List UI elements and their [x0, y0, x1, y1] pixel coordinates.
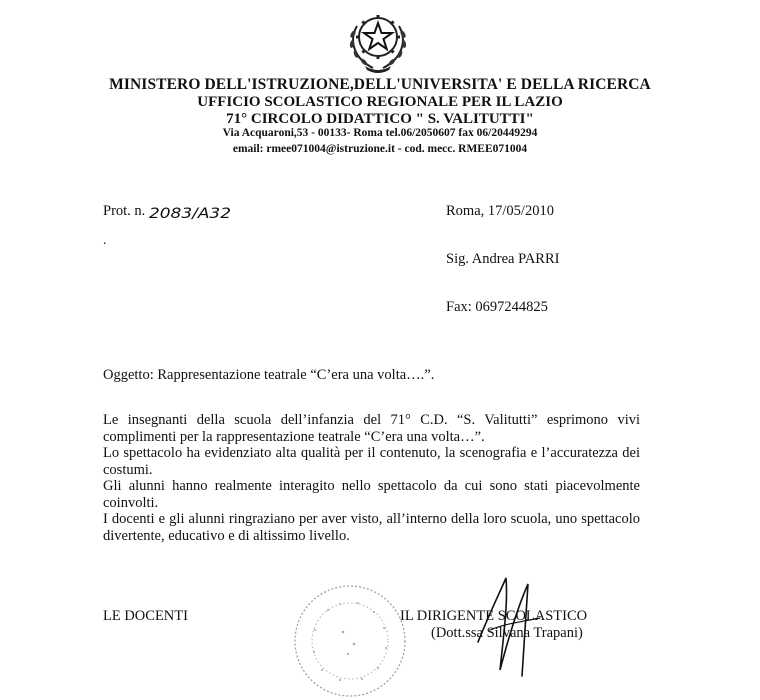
letter-body	[103, 412, 640, 544]
recipient-fax: Fax: 0697244825	[446, 299, 548, 315]
letter-subject: Oggetto: Rappresentazione teatrale “C’era una volta….”.	[103, 367, 435, 383]
stray-mark: .	[103, 233, 107, 248]
regional-office-title: UFFICIO SCOLASTICO REGIONALE PER IL LAZIO	[197, 94, 563, 110]
school-address: Via Acquaroni,53 - 00133- Roma tel.06/2050607 fax 06/20449294	[222, 127, 538, 139]
republic-emblem-icon	[345, 6, 411, 74]
handwritten-signature-icon	[470, 572, 550, 680]
school-name: 71° CIRCOLO DIDATTICO " S. VALITUTTI"	[226, 111, 534, 127]
svg-text:2083/A32: 2083/A32	[149, 206, 232, 222]
letter-date: Roma, 17/05/2010	[446, 203, 554, 219]
principal-name: (Dott.ssa Silvana Trapani)	[431, 625, 583, 641]
recipient-name: Sig. Andrea PARRI	[446, 251, 560, 267]
ministry-title: MINISTERO DELL'ISTRUZIONE,DELL'UNIVERSITA' E DELLA RICERCA	[109, 76, 651, 93]
body-paragraph: Gli alunni hanno realmente interagito nello spettacolo da cui sono stati piacevolmente coinvolti.	[103, 478, 640, 511]
school-stamp-icon	[288, 582, 412, 700]
body-paragraph: I docenti e gli alunni ringraziano per aver visto, all’interno della loro scuola, uno spettacolo divertente, educativo e di altissimo livello.	[103, 511, 640, 544]
teachers-signature-label: LE DOCENTI	[103, 608, 188, 624]
protocol-handwritten-number	[147, 201, 237, 225]
body-paragraph: Lo spettacolo ha evidenziato alta qualità per il contenuto, la scenografia e l’accuratezza dei costumi.	[103, 445, 640, 478]
protocol-label: Prot. n.	[103, 203, 146, 219]
school-contacts: email: rmee071004@istruzione.it - cod. mecc. RMEE071004	[232, 143, 528, 155]
principal-signature-label: IL DIRIGENTE SCOLASTICO	[400, 608, 588, 624]
body-paragraph: Le insegnanti della scuola dell’infanzia del 71° C.D. “S. Valitutti” esprimono vivi complimenti per la rappresentazione teatrale “C’era una volta…”.	[103, 412, 640, 445]
